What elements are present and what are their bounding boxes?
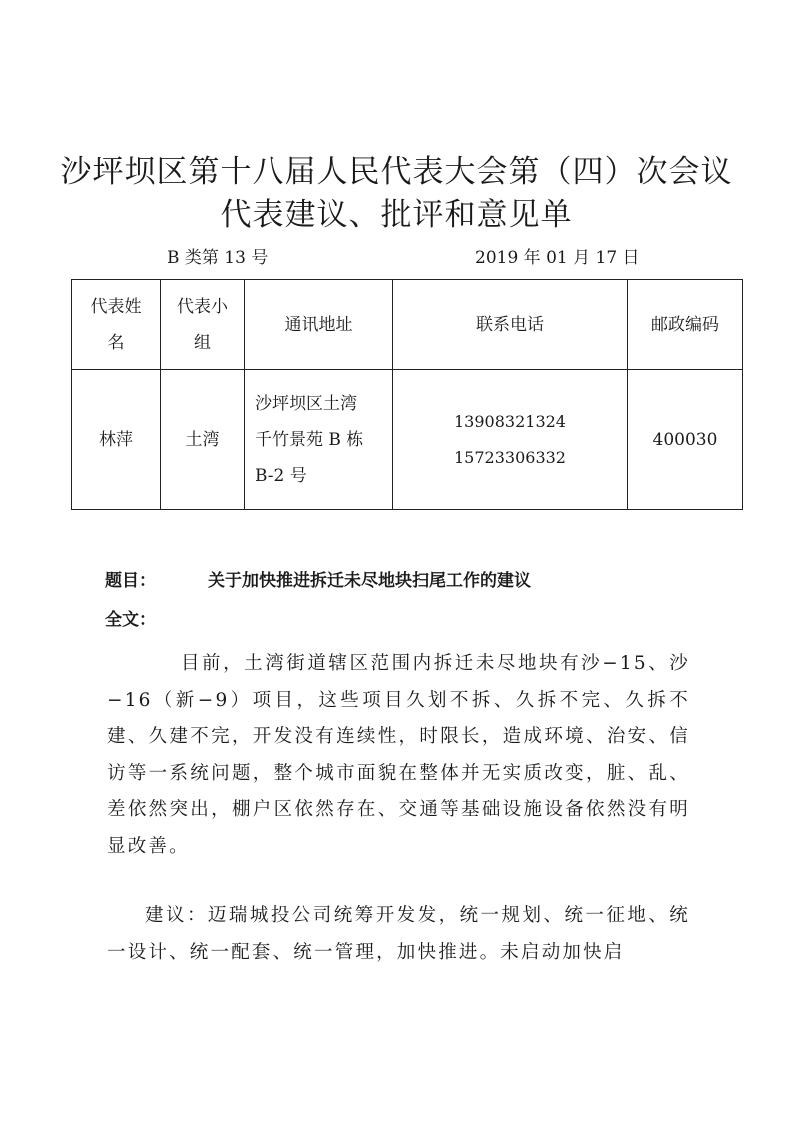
body-paragraph-1: 目前，土湾街道辖区范围内拆迁未尽地块有沙−15、沙−16（新−9）项目，这些项目久划不拆、久拆不完、久拆不建、久建不完，开发没有连续性，时限长，造成环境、治安、信访等一系统问题，整个城市面貌在整体并无实质改变，脏、乱、差依然突出，棚户区依然存在、交通等基础设施设备依然没有明显改善。 <box>107 653 690 857</box>
table-header-row <box>72 280 743 370</box>
header-group-line1: 代表小 <box>177 296 228 317</box>
fulltext-label: 全文： <box>105 610 156 630</box>
subject-text: 关于加快推进拆迁未尽地块扫尾工作的建议 <box>208 571 531 591</box>
category-number: B 类第 13 号 <box>167 248 269 268</box>
document-title-line1: 沙坪坝区第十八届人民代表大会第（四）次会议 <box>60 154 733 190</box>
header-phone: 联系电话 <box>393 280 628 370</box>
body-paragraph-2: 建议：迈瑞城投公司统筹开发发，统一规划、统一征地、统一设计、统一配套、统一管理，加快推进。未启动加快启 <box>107 905 690 963</box>
header-name <box>72 280 161 370</box>
header-address: 通讯地址 <box>245 280 393 370</box>
cell-address <box>245 370 393 510</box>
document-title-line2: 代表建议、批评和意见单 <box>220 197 573 233</box>
representative-info-table <box>71 279 743 510</box>
cell-group: 土湾 <box>161 370 245 510</box>
table-row <box>72 370 743 510</box>
address-line2: 千竹景苑 B 栋 <box>255 429 364 450</box>
header-name-line2: 名 <box>107 332 125 353</box>
header-name-line1: 代表姓 <box>90 296 142 317</box>
header-group-line2: 组 <box>194 332 211 353</box>
cell-name: 林萍 <box>72 370 161 510</box>
cell-postcode: 400030 <box>628 370 743 510</box>
cell-phone: 13908321324 15723306332 <box>393 370 628 510</box>
subject-label: 题目： <box>105 571 156 591</box>
header-postcode: 邮政编码 <box>628 280 743 370</box>
address-line1: 沙坪坝区土湾 <box>255 393 357 414</box>
address-line3: B-2 号 <box>255 465 307 486</box>
document-date: 2019 年 01 月 17 日 <box>475 248 640 268</box>
header-group <box>161 280 245 370</box>
